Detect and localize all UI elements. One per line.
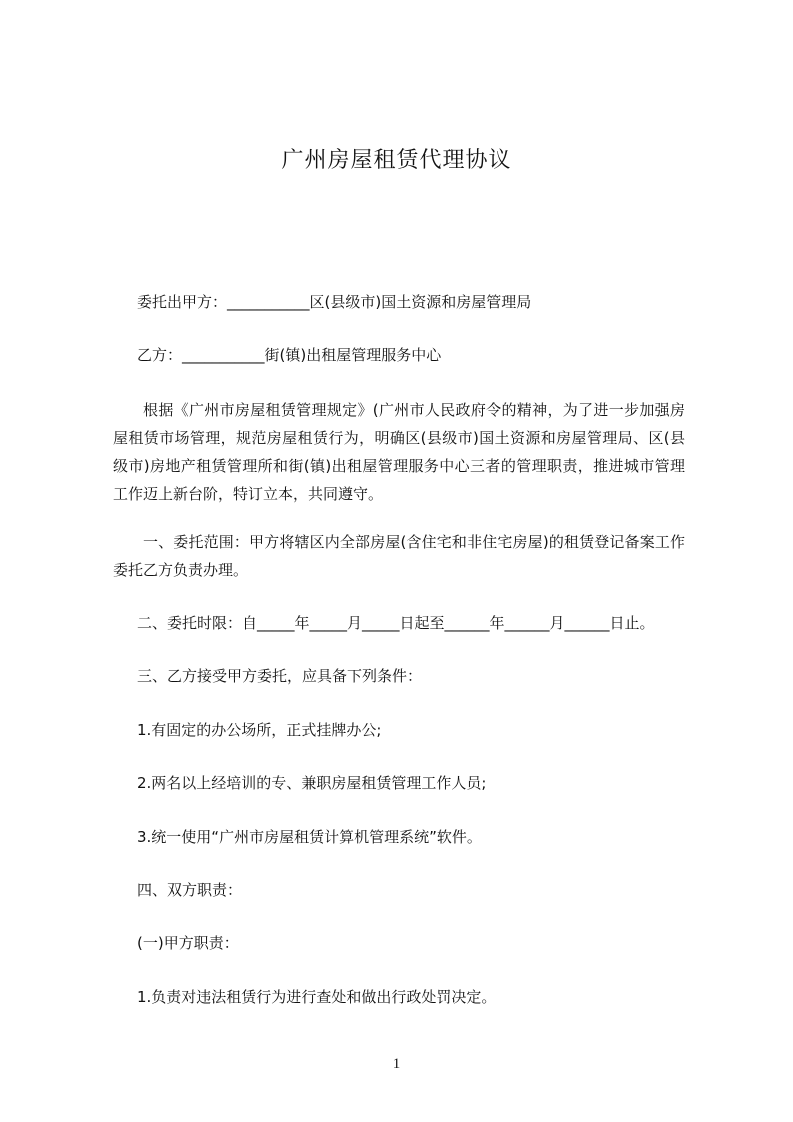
clause-4-heading: 四、双方职责： bbox=[137, 881, 243, 899]
clause-4-subheading-a: (一)甲方职责： bbox=[137, 934, 239, 952]
page-number: 1 bbox=[392, 1056, 401, 1072]
clause-4-a-item-1: 1.负责对违法租赁行为进行查处和做出行政处罚决定。 bbox=[137, 988, 497, 1006]
clause-3-item-2: 2.两名以上经培训的专、兼职房屋租赁管理工作人员; bbox=[137, 774, 487, 792]
clause-3-item-1: 1.有固定的办公场所，正式挂牌办公; bbox=[137, 721, 382, 739]
clause-3-heading: 三、乙方接受甲方委托，应具备下列条件： bbox=[137, 667, 423, 685]
preamble-paragraph: 根据《广州市房屋租赁管理规定》(广州市人民政府令的精神，为了进一步加强房屋租赁市场管理，规范房屋租赁行为，明确区(县级市)国土资源和房屋管理局、区(县级市)房地产租赁管理所和街(镇)出租屋管理服务中心三者的管理职责，推进城市管理工作迈上新台阶，特订立本，共同遵守。 bbox=[113, 401, 685, 503]
clause-2-line: 二、委托时限：自_____年_____月_____日起至______年______月______日止。 bbox=[137, 614, 655, 632]
clause-3-item-3: 3.统一使用“广州市房屋租赁计算机管理系统”软件。 bbox=[137, 828, 482, 846]
clause-1-paragraph: 一、委托范围：甲方将辖区内全部房屋(含住宅和非住宅房屋)的租赁登记备案工作委托乙方负责办理。 bbox=[113, 533, 685, 579]
party-b-line: 乙方：___________街(镇)出租屋管理服务中心 bbox=[137, 346, 442, 364]
party-a-line: 委托出甲方：___________区(县级市)国土资源和房屋管理局 bbox=[137, 293, 532, 311]
document-title: 广州房屋租赁代理协议 bbox=[281, 148, 512, 173]
